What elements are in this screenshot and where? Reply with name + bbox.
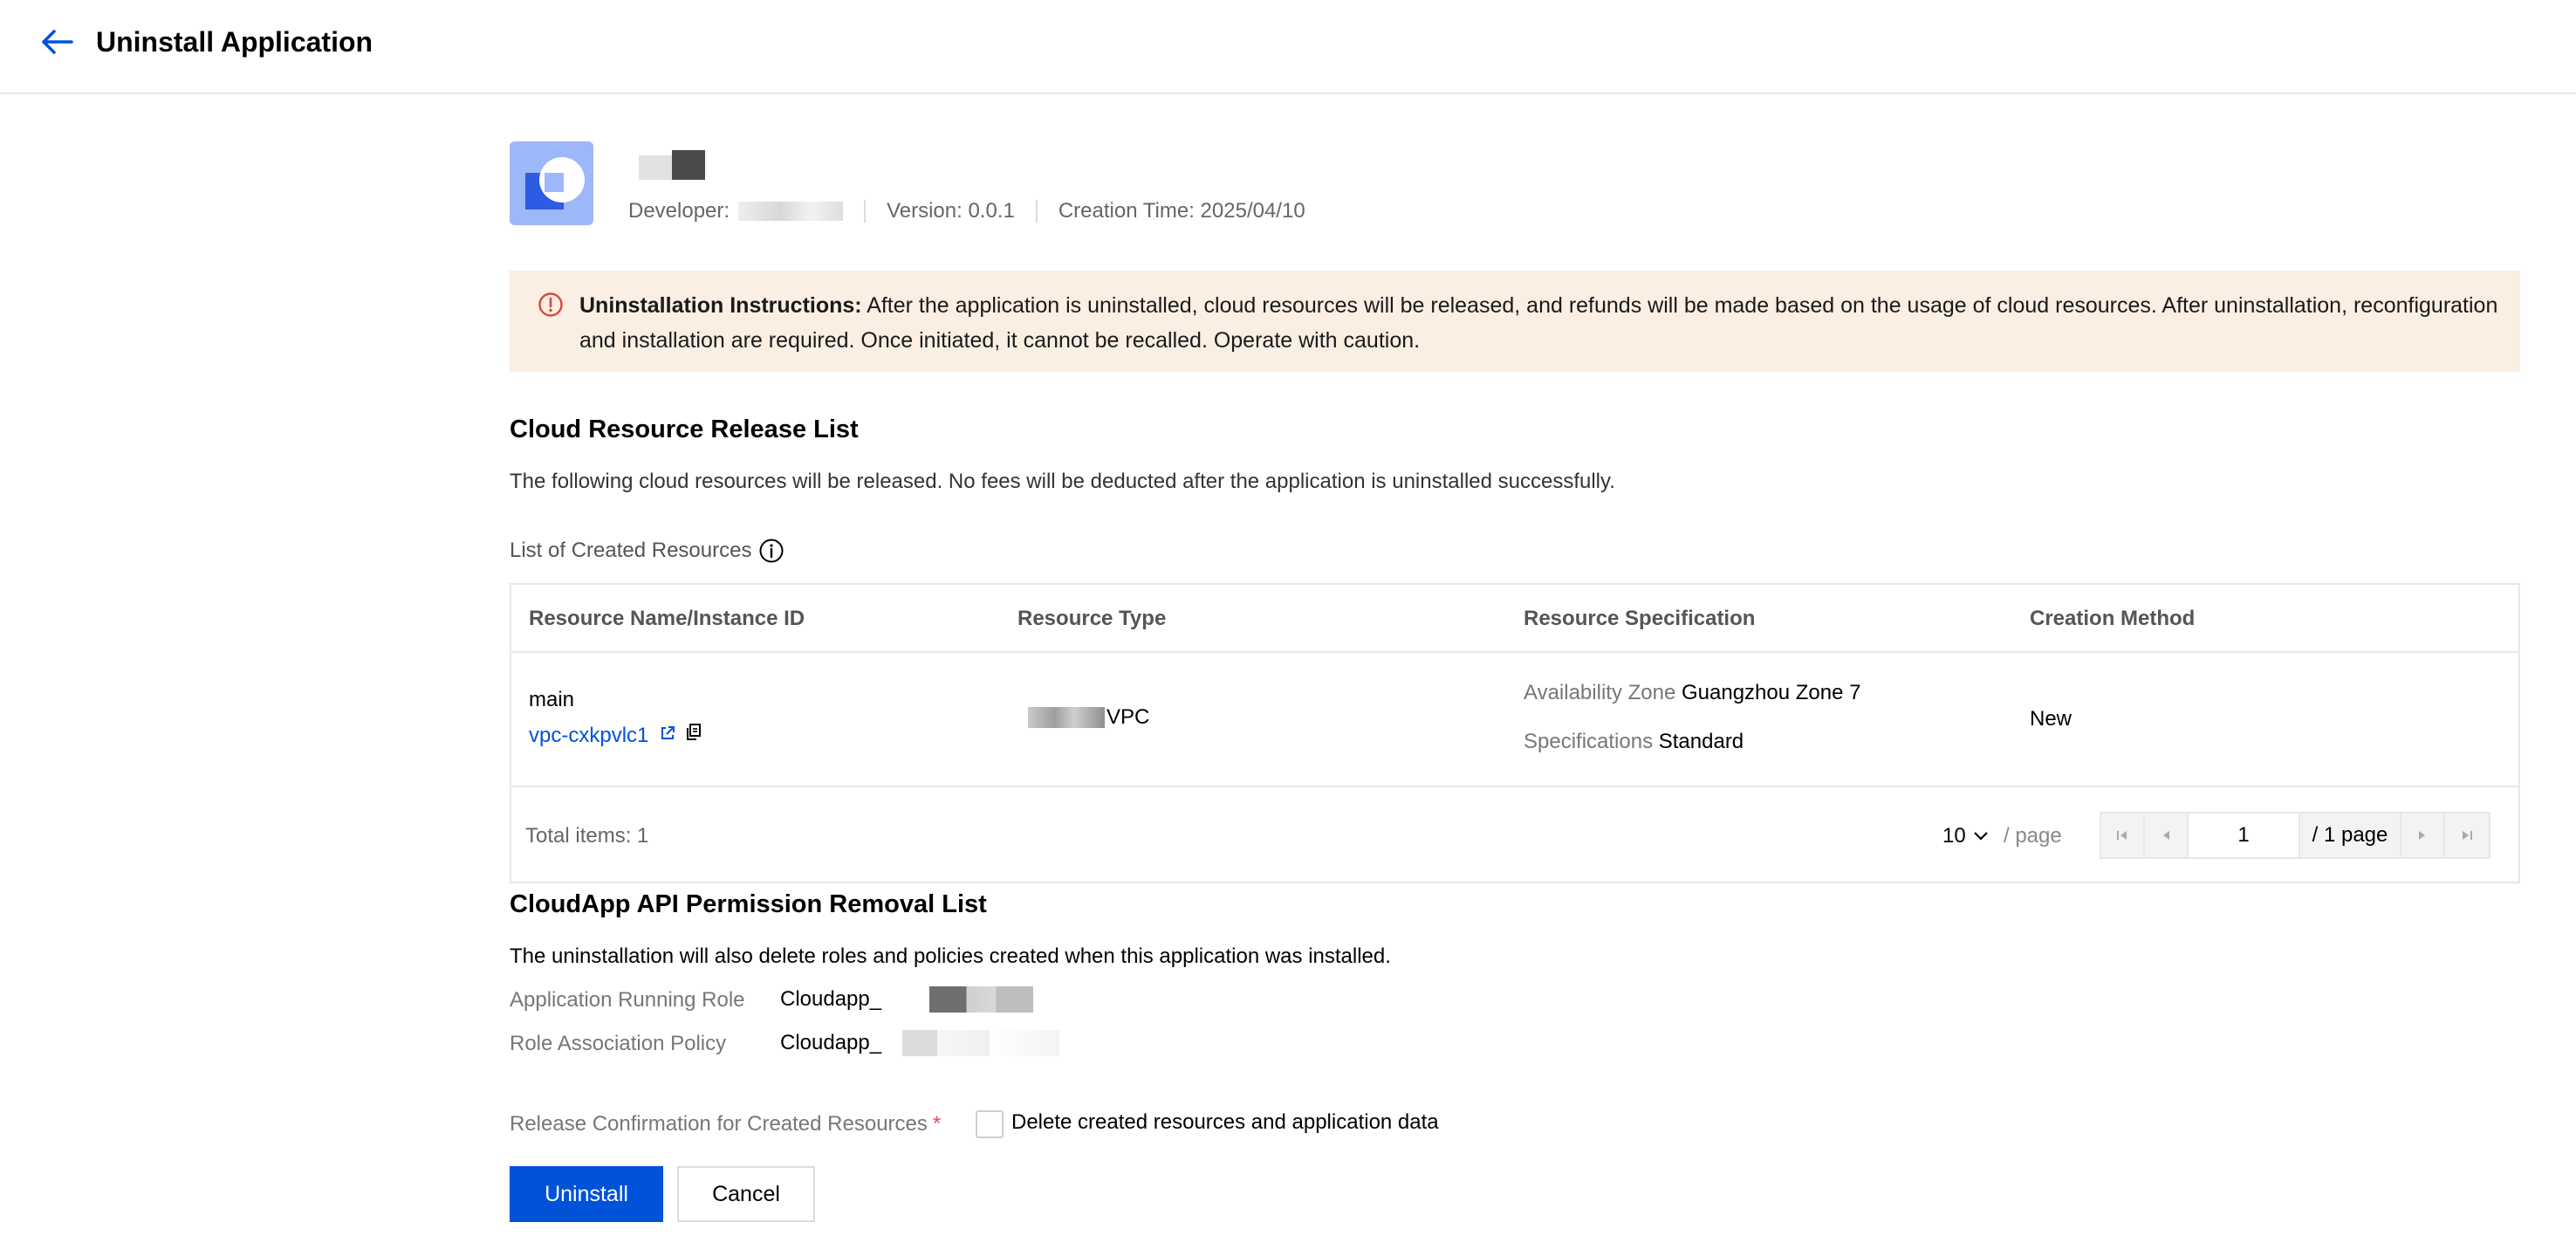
running-role-value: Cloudapp_ [780, 986, 1033, 1013]
version-info: Version: 0.0.1 [887, 199, 1015, 223]
developer-redacted [738, 202, 843, 221]
prev-page-button[interactable] [2145, 814, 2189, 857]
page-size-select[interactable]: 10 [1942, 824, 1989, 848]
resource-section-description: The following cloud resources will be released. No fees will be deducted after the application is uninstalled successfully. [510, 470, 1615, 493]
table-footer [510, 786, 2520, 882]
meta-divider [1036, 200, 1038, 223]
per-page-label: / page [2004, 824, 2062, 848]
policy-redacted [885, 1030, 1059, 1056]
total-items: Total items: 1 [525, 824, 649, 848]
uninstall-notice [510, 271, 2520, 372]
resource-type: VPC [1106, 705, 1150, 729]
table-header [511, 585, 2518, 653]
app-meta [628, 197, 1305, 225]
permission-section-description: The uninstallation will also delete roles and policies created when this application was installed. [510, 944, 1391, 968]
instance-id-link[interactable]: vpc-cxkpvlc1 [529, 723, 649, 747]
meta-divider [864, 200, 866, 223]
role-redacted [885, 986, 1033, 1013]
page-total: / 1 page [2300, 814, 2401, 857]
policy-label: Role Association Policy [510, 1032, 727, 1055]
specifications: Specifications Standard [1524, 730, 1744, 753]
column-header-spec: Resource Specification [1524, 607, 1756, 630]
back-arrow-icon[interactable] [38, 24, 77, 59]
table-row [511, 653, 2518, 787]
notice-body: After the application is uninstalled, cloud resources will be released, and refunds will be made based on the usage of cloud resources. After uninstallation, reconfiguration and installation are required. Once initiated, it cannot be recalled. Operate with caution. [579, 293, 2498, 353]
warning-circle-icon [538, 292, 564, 318]
app-name-redacted [639, 148, 705, 180]
external-link-icon[interactable] [659, 724, 676, 748]
info-icon[interactable] [758, 538, 784, 564]
page-title: Uninstall Application [96, 26, 373, 58]
permission-section-title: CloudApp API Permission Removal List [510, 890, 987, 918]
policy-value: Cloudapp_ [780, 1030, 1059, 1056]
top-bar [0, 0, 2576, 94]
last-page-button[interactable] [2445, 814, 2489, 857]
developer-info: Developer: [628, 199, 843, 223]
page-number-input[interactable] [2189, 814, 2300, 857]
resource-type-cell [1028, 705, 1149, 730]
delete-resources-checkbox-label[interactable]: Delete created resources and application data [1011, 1110, 1439, 1134]
cancel-button[interactable]: Cancel [677, 1166, 815, 1222]
creation-time-info: Creation Time: 2025/04/10 [1058, 199, 1305, 223]
first-page-button[interactable] [2101, 814, 2145, 857]
notice-title: Uninstallation Instructions: [579, 293, 862, 318]
next-page-button[interactable] [2401, 814, 2445, 857]
delete-resources-checkbox[interactable] [976, 1110, 1004, 1138]
resource-type-redacted [1028, 707, 1105, 728]
resource-section-title: Cloud Resource Release List [510, 415, 859, 443]
running-role-label: Application Running Role [510, 988, 745, 1012]
column-header-name: Resource Name/Instance ID [529, 607, 805, 630]
chevron-down-icon [1973, 831, 1989, 841]
required-mark: * [932, 1112, 942, 1136]
creation-method: New [2030, 707, 2072, 731]
column-header-type: Resource Type [1017, 607, 1167, 630]
instance-id-cell [529, 723, 702, 748]
resource-name: main [529, 688, 575, 711]
created-resources-label: List of Created Resources [510, 538, 784, 564]
copy-icon[interactable] [685, 723, 702, 748]
app-logo [510, 141, 593, 225]
notice-text [579, 288, 2499, 358]
pagination [2100, 812, 2490, 859]
main-content [510, 94, 2522, 1236]
uninstall-button[interactable]: Uninstall [510, 1166, 663, 1222]
release-confirmation-label: Release Confirmation for Created Resources * [510, 1112, 942, 1136]
availability-zone: Availability Zone Guangzhou Zone 7 [1524, 681, 1861, 704]
column-header-method: Creation Method [2030, 607, 2196, 630]
